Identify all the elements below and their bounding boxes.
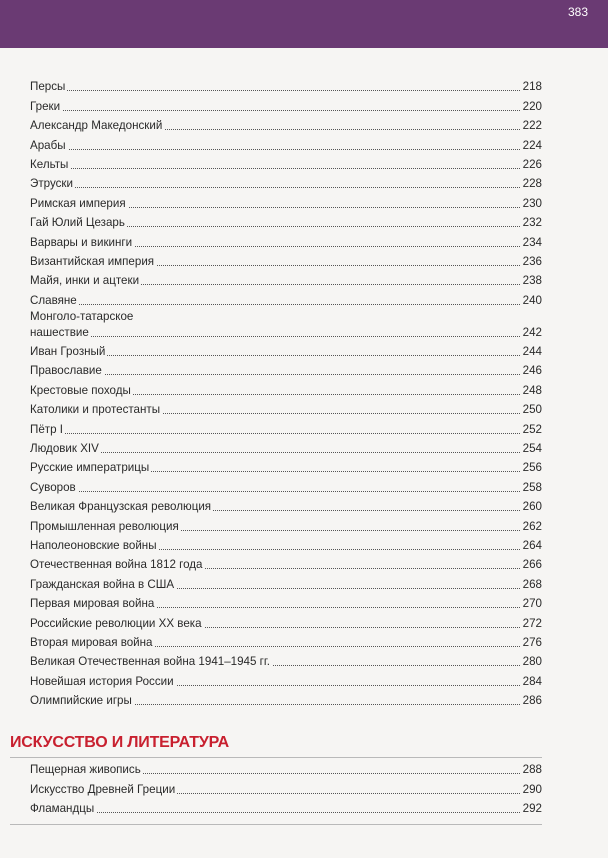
section-heading: ИСКУССТВО И ЛИТЕРАТУРА [10,734,229,751]
page-number: 383 [567,5,588,19]
toc-entry[interactable] [30,212,542,231]
dot-leader [30,187,520,188]
toc-entry-title: Этруски [30,177,73,191]
toc-entry-title: Великая Французская революция [30,500,212,514]
toc-entry-page: 250 [522,403,542,417]
toc-entry-page: 270 [522,597,542,611]
toc-entry[interactable] [30,418,542,437]
toc-entry-page: 232 [522,216,542,230]
toc-entry[interactable] [30,154,542,173]
toc-entry-title: Византийская империя [30,254,155,268]
toc-entry-page: 246 [522,364,542,378]
toc-entry-page: 228 [522,177,542,191]
toc-entry-title: Промышленная революция [30,519,179,533]
toc-entry[interactable] [30,399,542,418]
toc-entry-title: Фламандцы [30,802,95,816]
toc-entry-page: 226 [522,157,542,171]
toc-list-art [30,759,542,817]
toc-entry-title: Великая Отечественная война 1941–1945 гг. [30,655,270,669]
toc-entry-title: Вторая мировая война [30,635,153,649]
toc-entry-title: Майя, инки и ацтеки [30,274,140,288]
toc-entry-title: Пещерная живопись [30,763,141,777]
toc-entry[interactable] [30,341,542,360]
toc-entry-title: Первая мировая война [30,597,155,611]
dot-leader [30,304,520,305]
toc-entry-title: Гай Юлий Цезарь [30,216,125,230]
toc-entry-title-line2: нашествие [30,325,89,339]
toc-entry-title: Олимпийские игры [30,694,132,708]
toc-entry-title: Арабы [30,138,66,152]
toc-entry-title: Русские императрицы [30,461,150,475]
toc-entry-title: Российские революции XX века [30,616,202,630]
dot-leader [30,110,520,111]
toc-entry[interactable] [30,476,542,495]
dot-leader [30,452,520,453]
toc-entry[interactable] [30,690,542,709]
toc-entry[interactable] [30,115,542,134]
dot-leader [30,90,520,91]
toc-entry-title: Наполеоновские войны [30,538,157,552]
toc-entry-title: Новейшая история России [30,674,174,688]
toc-entry-title: Крестовые походы [30,383,131,397]
toc-entry-page: 244 [522,345,542,359]
toc-entry[interactable] [30,632,542,651]
dot-leader [30,433,520,434]
toc-entry[interactable] [30,95,542,114]
toc-entry[interactable] [30,134,542,153]
toc-entry[interactable] [30,759,542,778]
toc-entry-title: Суворов [30,480,76,494]
toc-entry-page: 288 [522,763,542,777]
toc-entry[interactable] [30,778,542,797]
toc-entry-title: Католики и протестанты [30,403,161,417]
toc-entry-page: 264 [522,538,542,552]
toc-entry-page: 290 [522,782,542,796]
toc-entry[interactable] [30,457,542,476]
toc-list-history [30,76,542,709]
toc-entry[interactable] [30,438,542,457]
toc-entry-page: 276 [522,635,542,649]
toc-entry-page: 234 [522,235,542,249]
dot-leader [30,812,520,813]
toc-entry-page: 248 [522,383,542,397]
toc-entry-page: 220 [522,99,542,113]
toc-entry-page: 292 [522,802,542,816]
toc-entry-page: 284 [522,674,542,688]
dot-leader [30,336,520,337]
toc-entry[interactable] [30,535,542,554]
toc-entry[interactable] [30,251,542,270]
toc-entry-page: 280 [522,655,542,669]
toc-entry[interactable] [30,798,542,817]
bottom-divider [10,824,542,825]
toc-entry-page: 268 [522,577,542,591]
toc-entry[interactable] [30,593,542,612]
toc-entry-page: 230 [522,196,542,210]
toc-entry[interactable] [30,612,542,631]
toc-entry-page: 238 [522,274,542,288]
toc-entry-title: Греки [30,99,61,113]
top-color-bar [0,0,608,48]
toc-entry-title: Гражданская война в США [30,577,175,591]
toc-entry-page: 218 [522,80,542,94]
toc-entry-page: 252 [522,422,542,436]
toc-entry-page: 266 [522,558,542,572]
toc-entry[interactable] [30,192,542,211]
toc-entry-title: Пётр I [30,422,63,436]
toc-entry[interactable] [30,496,542,515]
toc-entry-title: Отечественная война 1812 года [30,558,203,572]
toc-entry[interactable] [30,554,542,573]
toc-entry-title: Искусство Древней Греции [30,782,176,796]
toc-entry-page: 254 [522,442,542,456]
toc-entry-page: 242 [522,325,542,339]
toc-entry-page: 262 [522,519,542,533]
toc-entry[interactable] [30,573,542,592]
toc-entry-page: 240 [522,293,542,307]
toc-entry-page: 258 [522,480,542,494]
toc-entry-title: Славяне [30,293,77,307]
toc-entry-title: Персы [30,80,66,94]
toc-entry-title-line1: Монголо-татарское [30,309,134,323]
toc-entry-page: 224 [522,138,542,152]
toc-entry[interactable] [30,651,542,670]
toc-entry-page: 272 [522,616,542,630]
toc-entry[interactable] [30,289,542,308]
toc-entry[interactable] [30,309,542,341]
toc-entry-page: 256 [522,461,542,475]
dot-leader [30,168,520,169]
dot-leader [30,491,520,492]
toc-entry-page: 222 [522,119,542,133]
toc-entry[interactable] [30,173,542,192]
toc-entry[interactable] [30,379,542,398]
toc-entry[interactable] [30,76,542,95]
toc-entry[interactable] [30,670,542,689]
toc-entry-page: 260 [522,500,542,514]
toc-entry[interactable] [30,270,542,289]
toc-entry-title: Варвары и викинги [30,235,133,249]
toc-entry[interactable] [30,231,542,250]
toc-entry-page: 286 [522,694,542,708]
toc-entry-title: Людовик XIV [30,442,99,456]
toc-entry-title: Иван Грозный [30,345,106,359]
toc-entry-title: Православие [30,364,102,378]
toc-entry-page: 236 [522,254,542,268]
toc-entry[interactable] [30,515,542,534]
toc-entry-title: Александр Македонский [30,119,163,133]
toc-entry-title: Римская империя [30,196,126,210]
toc-entry-title: Кельты [30,157,69,171]
toc-entry[interactable] [30,360,542,379]
dot-leader [30,149,520,150]
section-divider [10,757,542,758]
